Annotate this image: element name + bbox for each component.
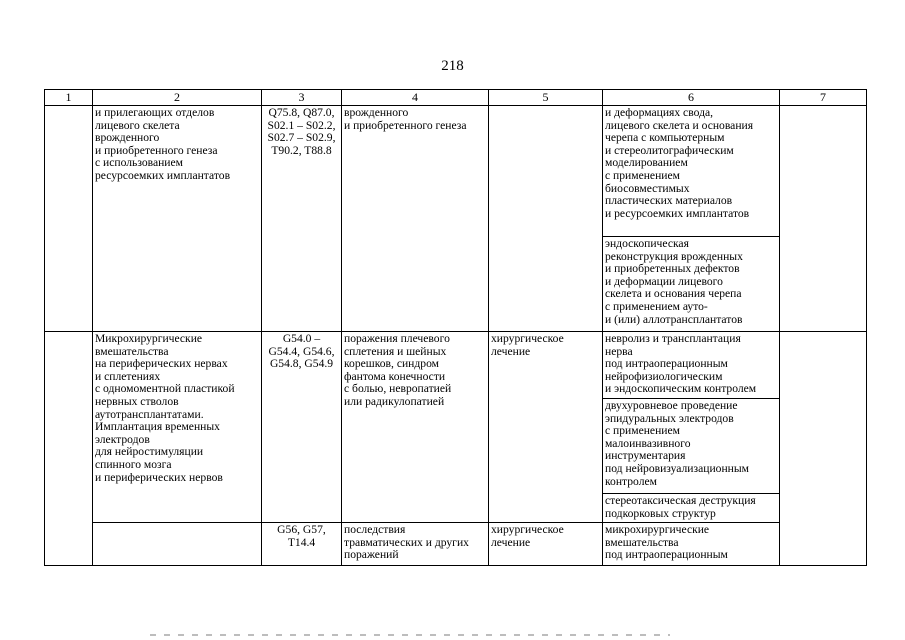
table-row <box>45 332 867 399</box>
icd-codes-cell: G56, G57, T14.4 <box>262 523 342 566</box>
patient-model-cell: последствия травматических и других поражений <box>342 523 489 566</box>
norm-cell <box>780 332 867 566</box>
procedure-name-cell: и прилегающих отделов лицевого скелета врожденного и приобретенного генеза с использованием ресурсоемких имплантатов <box>93 106 262 332</box>
column-header-1: 1 <box>45 90 93 106</box>
treatment-method-cell: стереотаксическая деструкция подкорковых структур <box>603 494 780 523</box>
row-number-cell <box>45 332 93 566</box>
table-row <box>45 523 867 566</box>
norm-cell <box>780 106 867 332</box>
scan-artifact <box>150 634 670 636</box>
column-header-3: 3 <box>262 90 342 106</box>
icd-codes-cell: Q75.8, Q87.0, S02.1 – S02.2, S02.7 – S02.9, T90.2, T88.8 <box>262 106 342 332</box>
column-number-row <box>45 90 867 106</box>
treatment-method-cell: двухуровневое проведение эпидуральных электродов с применением малоинвазивного инструментария под нейровизуализационным контролем <box>603 399 780 494</box>
treatment-method-cell: и деформациях свода, лицевого скелета и основания черепа с компьютерным и стереолитографическим моделированием с применением биосовместимых пластических материалов и ресурсоемких имплантатов <box>603 106 780 237</box>
procedure-name-cell <box>93 523 262 566</box>
page-number: 218 <box>441 58 464 74</box>
icd-codes-cell: G54.0 – G54.4, G54.6, G54.8, G54.9 <box>262 332 342 523</box>
patient-model-cell: врожденного и приобретенного генеза <box>342 106 489 332</box>
column-header-6: 6 <box>603 90 780 106</box>
column-header-2: 2 <box>93 90 262 106</box>
table-row <box>45 106 867 237</box>
treatment-type-cell: хирургическое лечение <box>489 523 603 566</box>
treatment-method-cell: невролиз и трансплантация нерва под интраоперационным нейрофизиологическим и эндоскопическим контролем <box>603 332 780 399</box>
column-header-7: 7 <box>780 90 867 106</box>
column-header-4: 4 <box>342 90 489 106</box>
treatment-method-cell: эндоскопическая реконструкция врожденных и приобретенных дефектов и деформации лицевого скелета и основания черепа с применением ауто- и (или) аллотрансплантатов <box>603 237 780 332</box>
row-number-cell <box>45 106 93 332</box>
patient-model-cell: поражения плечевого сплетения и шейных корешков, синдром фантома конечности с болью, невропатией или радикулопатией <box>342 332 489 523</box>
treatment-method-cell: микрохирургические вмешательства под интраоперационным <box>603 523 780 566</box>
procedure-name-cell: Микрохирургические вмешательства на периферических нервах и сплетениях с одномоментной пластикой нервных стволов аутотрансплантатами. Имплантация временных электродов для нейростимуляции спинного мозга и периферических нервов <box>93 332 262 523</box>
column-header-5: 5 <box>489 90 603 106</box>
document-table <box>44 89 867 566</box>
treatment-type-cell: хирургическое лечение <box>489 332 603 523</box>
treatment-type-cell <box>489 106 603 332</box>
